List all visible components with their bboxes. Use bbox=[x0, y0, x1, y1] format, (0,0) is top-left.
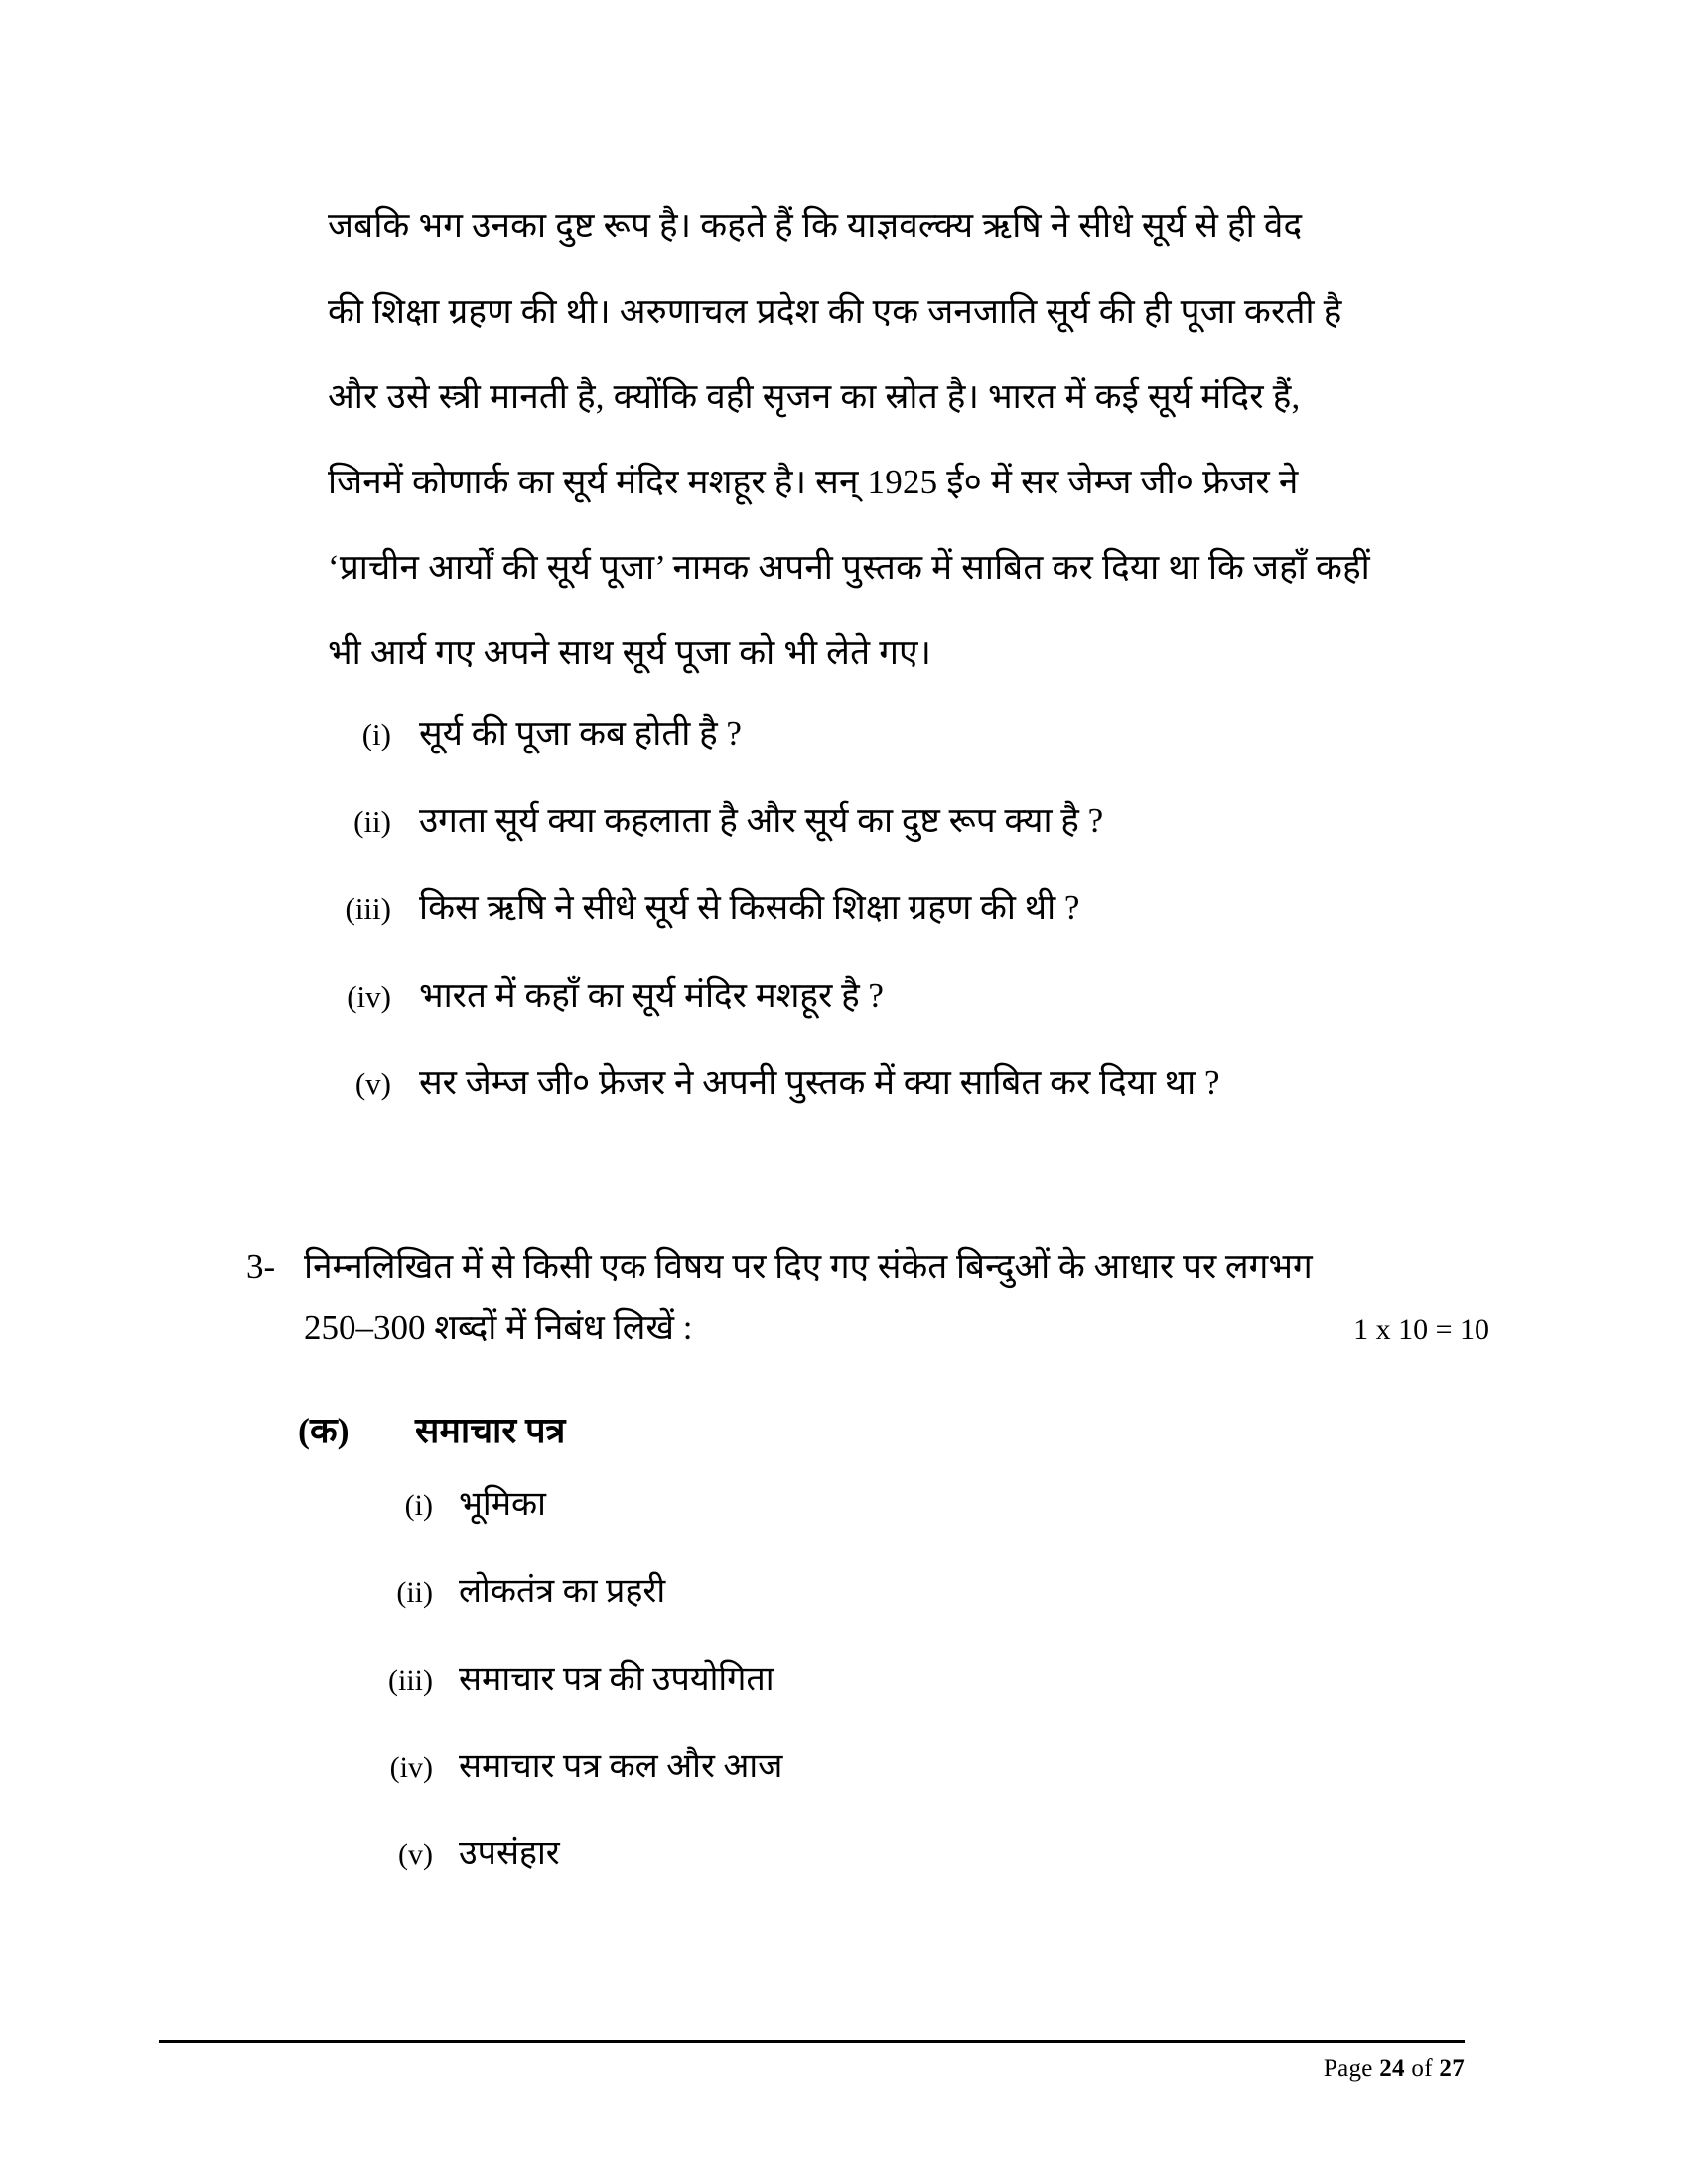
section-instruction-text: निम्नलिखित में से किसी एक विषय पर दिए गए संकेत बिन्दुओं के आधार पर लगभग bbox=[304, 1247, 1313, 1286]
question-marker: (i) bbox=[361, 717, 391, 751]
section-instruction-text-2: 250–300 शब्दों में निबंध लिखें : bbox=[304, 1308, 693, 1347]
passage-line: जिनमें कोणार्क का सूर्य मंदिर मशहूर है। सन् 1925 ई० में सर जेम्ज जी० फ्रेजर ने bbox=[328, 463, 1299, 501]
page-footer bbox=[1324, 2055, 1465, 2083]
marks-allocation: 1 x 10 = 10 bbox=[1353, 1313, 1489, 1346]
question-item bbox=[328, 715, 1499, 802]
comprehension-question-list bbox=[328, 715, 1499, 1152]
footer-current-page: 24 bbox=[1379, 2055, 1405, 2082]
outline-item bbox=[377, 1829, 1271, 1916]
outline-item bbox=[377, 1654, 1271, 1741]
question-text: सर जेम्ज जी० फ्रेजर ने अपनी पुस्तक में क्या साबित कर दिया था ? bbox=[419, 1063, 1220, 1102]
outline-marker: (ii) bbox=[396, 1576, 433, 1609]
outline-item bbox=[377, 1479, 1271, 1567]
question-text: किस ऋषि ने सीधे सूर्य से किसकी शिक्षा ग्रहण की थी ? bbox=[419, 888, 1080, 927]
outline-text: लोकतंत्र का प्रहरी bbox=[459, 1573, 666, 1610]
outline-text: भूमिका bbox=[459, 1486, 546, 1523]
question-marker: (iii) bbox=[345, 891, 391, 926]
outline-text: समाचार पत्र कल और आज bbox=[459, 1748, 783, 1785]
outline-marker: (iii) bbox=[388, 1664, 433, 1697]
question-marker: (ii) bbox=[353, 804, 391, 839]
question-text: भारत में कहाँ का सूर्य मंदिर मशहूर है ? bbox=[419, 976, 884, 1015]
passage-line: जबकि भग उनका दुष्ट रूप है। कहते हैं कि याज्ञवल्क्य ऋषि ने सीधे सूर्य से ही वेद bbox=[328, 206, 1303, 245]
footer-connector: of bbox=[1404, 2055, 1433, 2082]
outline-marker: (v) bbox=[398, 1839, 433, 1871]
section-3 bbox=[246, 1236, 1499, 1361]
outline-item bbox=[377, 1567, 1271, 1654]
passage-line: भी आर्य गए अपने साथ सूर्य पूजा को भी लेते गए। bbox=[328, 633, 932, 672]
question-marker: (iv) bbox=[347, 979, 391, 1014]
passage-line: और उसे स्त्री मानती है, क्योंकि वही सृजन का स्रोत है। भारत में कई सूर्य मंदिर हैं, bbox=[328, 377, 1301, 416]
topic-marker: (क) bbox=[298, 1411, 350, 1450]
outline-item bbox=[377, 1741, 1271, 1829]
section-instruction-line-1 bbox=[304, 1236, 1499, 1297]
question-item bbox=[328, 802, 1499, 889]
passage-line: ‘प्राचीन आर्यों की सूर्य पूजा’ नामक अपनी पुस्तक में साबित कर दिया था कि जहाँ कहीं bbox=[328, 548, 1370, 587]
outline-text: समाचार पत्र की उपयोगिता bbox=[459, 1661, 774, 1698]
outline-marker: (iv) bbox=[389, 1751, 433, 1784]
reading-passage bbox=[328, 184, 1470, 696]
topic-title: समाचार पत्र bbox=[415, 1411, 566, 1450]
section-number: 3- bbox=[246, 1247, 276, 1286]
question-item bbox=[328, 889, 1499, 977]
essay-outline-points bbox=[377, 1479, 1271, 1916]
footer-total-pages: 27 bbox=[1439, 2055, 1465, 2082]
question-item bbox=[328, 1064, 1499, 1152]
question-text: सूर्य की पूजा कब होती है ? bbox=[419, 714, 742, 752]
question-item bbox=[328, 977, 1499, 1064]
essay-topic bbox=[298, 1405, 565, 1453]
passage-line: की शिक्षा ग्रहण की थी। अरुणाचल प्रदेश की एक जनजाति सूर्य की ही पूजा करती है bbox=[328, 292, 1342, 331]
question-text: उगता सूर्य क्या कहलाता है और सूर्य का दुष्ट रूप क्या है ? bbox=[419, 801, 1104, 840]
footer-prefix: Page bbox=[1323, 2055, 1373, 2082]
footer-divider bbox=[159, 2040, 1465, 2043]
section-instruction-line-2 bbox=[304, 1297, 1499, 1361]
question-marker: (v) bbox=[354, 1066, 391, 1101]
outline-text: उपसंहार bbox=[459, 1836, 560, 1872]
outline-marker: (i) bbox=[404, 1489, 433, 1522]
